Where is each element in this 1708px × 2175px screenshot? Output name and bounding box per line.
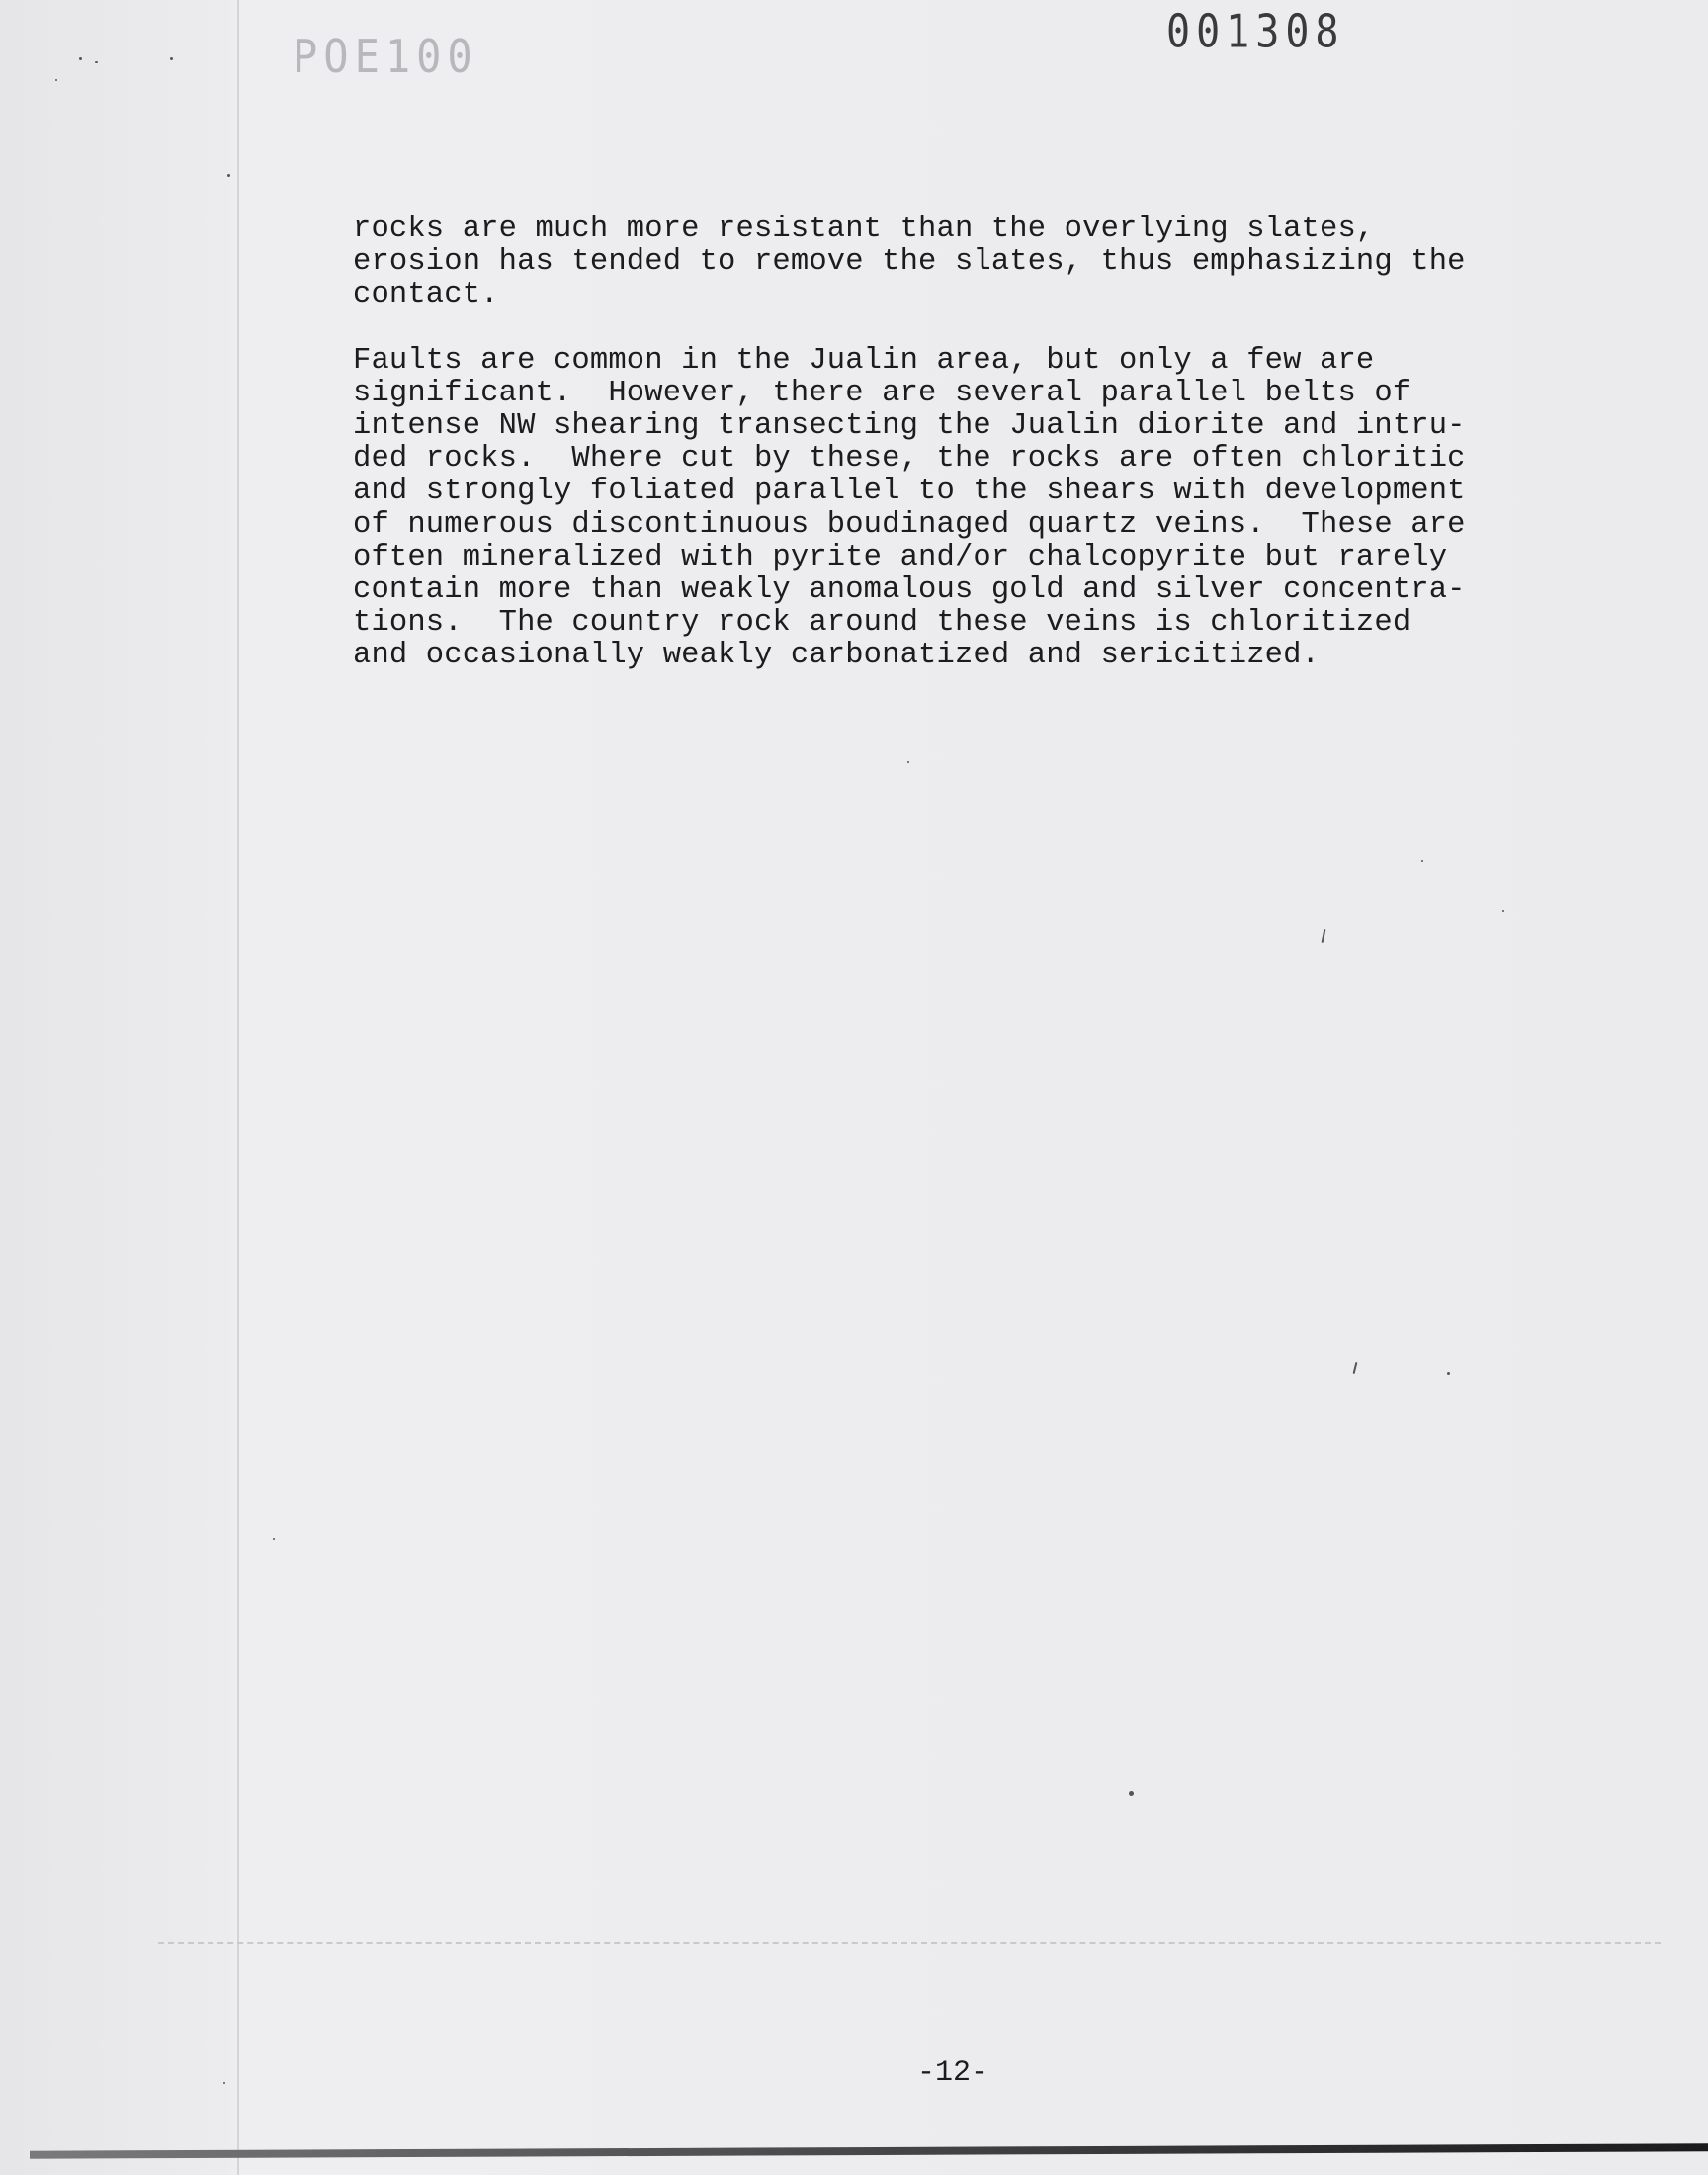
text-line: significant. However, there are several parallel belts of [353,376,1411,410]
scan-speck [1353,1362,1358,1374]
bleed-through-stamp: POE100 [293,30,478,83]
scan-speck [223,2082,225,2084]
scan-speck [907,761,909,763]
text-line: Faults are common in the Jualin area, but only a few are [353,343,1375,378]
binding-margin-line [237,0,239,2175]
text-line: tions. The country rock around these veins is chloritized [353,606,1411,641]
text-line: ded rocks. Where cut by these, the rocks are often chloritic [353,442,1466,477]
scan-bottom-edge [30,2143,1708,2158]
page-number: -12- [917,2056,989,2090]
paragraph-spacer [353,312,1638,345]
text-line: and strongly foliated parallel to the shears with development [353,475,1466,509]
scan-speck [1447,1372,1450,1375]
paragraph-2 [353,345,1638,673]
scan-speck [1322,929,1326,943]
text-line: intense NW shearing transecting the Jualin diorite and intru- [353,409,1466,444]
scan-speck [227,174,230,177]
scan-speck [273,1538,275,1540]
scan-speck [55,79,57,81]
scan-speck [95,61,98,63]
text-line: often mineralized with pyrite and/or chalcopyrite but rarely [353,540,1448,574]
text-line: erosion has tended to remove the slates, thus emphasizing the [353,245,1466,280]
scan-speck [170,57,173,60]
scan-speck [1129,1791,1134,1796]
text-line: rocks are much more resistant than the overlying slates, [353,213,1375,246]
document-stamp-number: 001308 [1166,6,1345,58]
text-line: contact. [353,278,499,312]
scan-speck [1421,860,1423,862]
text-line: and occasionally weakly carbonatized and sericitized. [353,639,1321,673]
faint-dashed-rule [158,1942,1661,1944]
text-line: of numerous discontinuous boudinaged quartz veins. These are [353,507,1466,542]
scan-speck [79,57,82,60]
scan-speck [1502,910,1504,912]
body-text [353,214,1638,673]
paragraph-1 [353,214,1638,312]
text-line: contain more than weakly anomalous gold and silver concentra- [353,573,1466,608]
